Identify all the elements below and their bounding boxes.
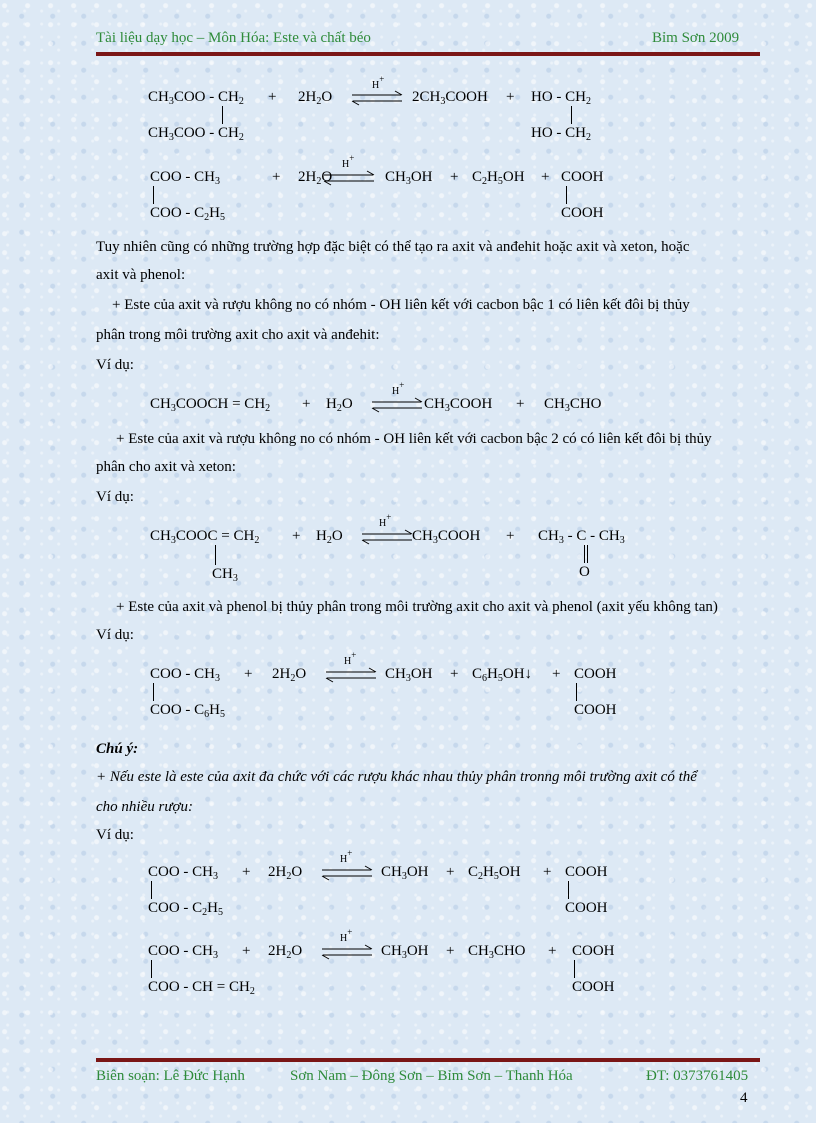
rxn5-product-bond: [576, 683, 577, 701]
rxn6-product2: $C_2H_5OH$: [468, 864, 521, 882]
rxn7-catalyst: H+: [340, 927, 353, 944]
rxn5-arrow-icon: [324, 667, 378, 683]
rxn5-water: $2H_2O$: [272, 666, 307, 684]
rxn6-arrow-icon: [320, 865, 374, 881]
rxn4-plus: +: [292, 528, 301, 544]
rxn1-reactant-line2: $CH_3COO - CH_2$: [148, 125, 244, 143]
rxn2-product3-line1: COOH: [561, 169, 604, 185]
rxn2-reactant-line1: COO - $CH_3$: [150, 169, 221, 187]
rxn1-bond: [222, 106, 223, 124]
rxn5-catalyst: H+: [344, 650, 357, 667]
rxn7-plus: +: [242, 943, 251, 959]
rxn2-water: $2H_2O$: [298, 169, 333, 187]
rxn2-plus2: +: [450, 169, 459, 185]
header-rule: [96, 52, 760, 56]
rxn1-product2-line2: HO - $CH_2$: [531, 125, 591, 143]
rxn2-product-bond: [566, 186, 567, 204]
rxn2-product3-line2: COOH: [561, 205, 604, 221]
rxn2-product2: $C_2H_5OH$: [472, 169, 525, 187]
rxn3-arrow-icon: [370, 397, 424, 413]
rxn6-reactant-line2: COO - $C_2H_5$: [148, 900, 224, 918]
rxn5-plus2: +: [450, 666, 459, 682]
example-label-4: Ví dụ:: [96, 827, 134, 843]
rxn6-plus3: +: [543, 864, 552, 880]
footer-phone: ĐT: 0373761405: [646, 1068, 749, 1084]
rxn5-product3-line2: COOH: [574, 702, 617, 718]
page-number: 4: [740, 1090, 748, 1106]
header-title: Tài liệu dạy học – Môn Hóa: Este và chất béo: [96, 30, 371, 46]
rxn4-arrow-icon: [360, 529, 414, 545]
rxn6-product-bond: [568, 881, 569, 899]
para4: + Este của axit và phenol bị thủy phân trong môi trường axit cho axit và phenol (axit yếu không tan): [116, 599, 718, 615]
rxn4-product2: $CH_3$ - C - $CH_3$: [538, 528, 625, 546]
rxn3-product2: $CH_3CHO$: [544, 396, 602, 414]
rxn3-reactant: $CH_3COOCH = CH_2$: [150, 396, 271, 414]
rxn3-catalyst: H+: [392, 380, 405, 397]
rxn7-product1: $CH_3OH$: [381, 943, 429, 961]
rxn6-water: $2H_2O$: [268, 864, 303, 882]
note-title: Chú ý:: [96, 741, 139, 757]
rxn7-bond: [151, 960, 152, 978]
note-line1: + Nếu este là este của axit đa chức với các rượu khác nhau thủy phân tronng môi trường axit có thể: [96, 769, 697, 785]
rxn4-bond: [215, 545, 216, 565]
rxn5-bond: [153, 683, 154, 701]
rxn5-reactant-line2: COO - $C_6H_5$: [150, 702, 226, 720]
rxn7-arrow-icon: [320, 944, 374, 960]
rxn7-product2: $CH_3CHO$: [468, 943, 526, 961]
rxn7-water: $2H_2O$: [268, 943, 303, 961]
rxn4-double-bond-b: [587, 545, 588, 563]
rxn6-product3-line1: COOH: [565, 864, 608, 880]
rxn1-plus: +: [268, 89, 277, 105]
rxn6-product1: $CH_3OH$: [381, 864, 429, 882]
rxn5-plus: +: [244, 666, 253, 682]
rxn2-reactant-line2: COO - $C_2H_5$: [150, 205, 226, 223]
para2-line1: + Este của axit và rượu không no có nhóm - OH liên kết với cacbon bậc 1 có liên kết đôi bị thủy: [112, 297, 690, 313]
rxn1-product2-line1: HO - $CH_2$: [531, 89, 591, 107]
rxn3-product1: $CH_3COOH$: [424, 396, 493, 414]
rxn6-plus2: +: [446, 864, 455, 880]
rxn2-arrow-icon: [322, 170, 376, 186]
rxn7-plus2: +: [446, 943, 455, 959]
rxn5-product2: $C_6H_5OH↓$: [472, 666, 533, 684]
rxn7-product-bond: [574, 960, 575, 978]
rxn4-water: $H_2O$: [316, 528, 343, 546]
rxn6-bond: [151, 881, 152, 899]
para1-line2: axit và phenol:: [96, 267, 186, 283]
rxn4-catalyst: H+: [379, 512, 392, 529]
rxn1-reactant-line1: $CH_3COO - CH_2$: [148, 89, 244, 107]
footer-rule: [96, 1058, 760, 1062]
rxn1-plus2: +: [506, 89, 515, 105]
rxn1-product-bond: [571, 106, 572, 124]
rxn4-product1: $CH_3COOH$: [412, 528, 481, 546]
rxn5-product3-line1: COOH: [574, 666, 617, 682]
rxn7-plus3: +: [548, 943, 557, 959]
rxn2-bond: [153, 186, 154, 204]
example-label-2: Ví dụ:: [96, 489, 134, 505]
rxn6-plus: +: [242, 864, 251, 880]
rxn7-product3-line1: COOH: [572, 943, 615, 959]
header-right: Bỉm Sơn 2009: [652, 30, 740, 46]
footer-address: Sơn Nam – Đông Sơn – Bỉm Sơn – Thanh Hóa: [290, 1068, 573, 1084]
rxn5-reactant-line1: COO - $CH_3$: [150, 666, 221, 684]
rxn4-reactant-sub: $CH_3$: [212, 566, 238, 584]
footer-author: Biên soạn: Lê Đức Hạnh: [96, 1068, 245, 1084]
rxn1-catalyst: H+: [372, 74, 385, 91]
example-label-3: Ví dụ:: [96, 627, 134, 643]
example-label-1: Ví dụ:: [96, 357, 134, 373]
note-line2: cho nhiều rượu:: [96, 799, 194, 815]
para3-line2: phân cho axit và xeton:: [96, 459, 236, 475]
rxn3-water: $H_2O$: [326, 396, 353, 414]
rxn2-plus: +: [272, 169, 281, 185]
rxn6-reactant-line1: COO - $CH_3$: [148, 864, 219, 882]
para3-line1: + Este của axit và rượu không no có nhóm - OH liên kết với cacbon bậc 2 có có liên kết đôi bị thủy: [116, 431, 712, 447]
rxn4-product2-sub: O: [579, 564, 590, 580]
rxn4-double-bond-a: [584, 545, 585, 563]
rxn1-product1: $2CH_3COOH$: [412, 89, 488, 107]
para2-line2: phân trong môi trường axit cho axit và anđehit:: [96, 327, 380, 343]
rxn4-reactant: $CH_3COOC = CH_2$: [150, 528, 260, 546]
rxn2-plus3: +: [541, 169, 550, 185]
para1-line1: Tuy nhiên cũng có những trường hợp đặc biệt có thể tạo ra axit và anđehit hoặc axit và xeton, hoặc: [96, 239, 690, 255]
rxn3-plus2: +: [516, 396, 525, 412]
rxn7-product3-line2: COOH: [572, 979, 615, 995]
rxn7-reactant-line2: COO - CH = $CH_2$: [148, 979, 255, 997]
rxn2-product1: $CH_3OH$: [385, 169, 433, 187]
rxn5-product1: $CH_3OH$: [385, 666, 433, 684]
rxn6-catalyst: H+: [340, 848, 353, 865]
rxn1-equilibrium-arrow-icon: [350, 90, 404, 106]
rxn5-plus3: +: [552, 666, 561, 682]
rxn1-water: $2H_2O$: [298, 89, 333, 107]
rxn4-plus2: +: [506, 528, 515, 544]
rxn7-reactant-line1: COO - $CH_3$: [148, 943, 219, 961]
rxn3-plus: +: [302, 396, 311, 412]
rxn2-catalyst: H+: [342, 153, 355, 170]
rxn6-product3-line2: COOH: [565, 900, 608, 916]
